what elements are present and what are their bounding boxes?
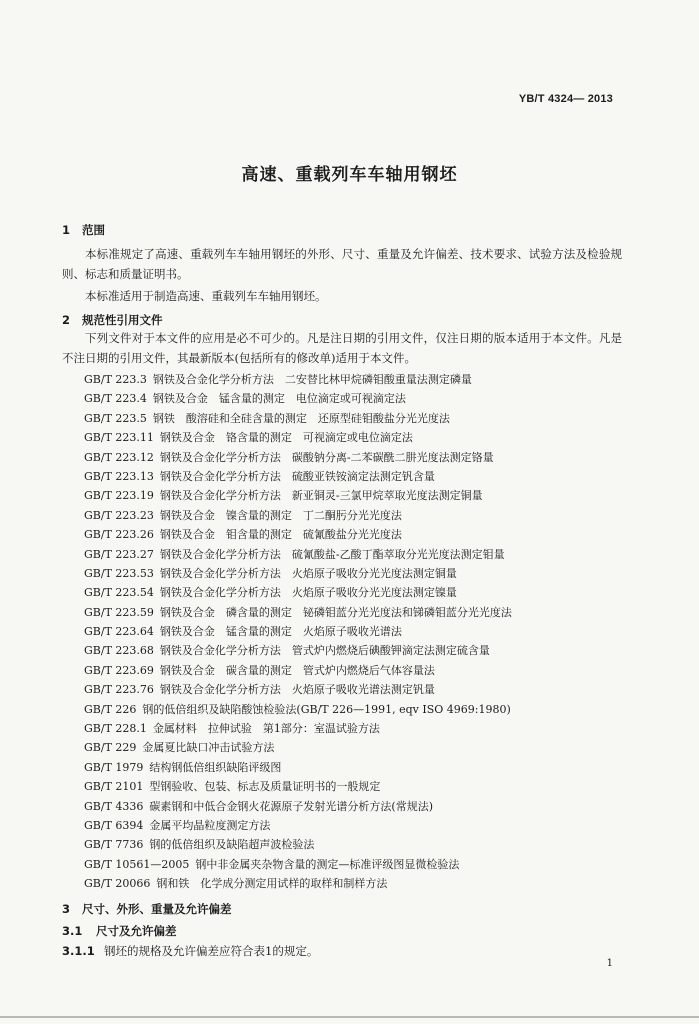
section-3-heading	[62, 901, 232, 917]
reference-title: 钢铁及合金 碳含量的测定 管式炉内燃烧后气体容量法	[159, 663, 435, 677]
subsection-number: 3.1	[62, 924, 83, 938]
reference-title: 钢和铁 化学成分测定用试样的取样和制样方法	[156, 877, 388, 891]
reference-code: GB/T 223.23	[84, 508, 154, 522]
section-2-heading	[62, 312, 163, 328]
reference-code: GB/T 223.27	[84, 547, 154, 561]
reference-code: GB/T 226	[84, 702, 137, 716]
reference-code: GB/T 228.1	[84, 722, 147, 736]
reference-code: GB/T 223.3	[84, 373, 147, 386]
references-intro: 下列文件对于本文件的应用是必不可少的。凡是注日期的引用文件，仅注日期的版本适用于本文件。凡是不注日期的引用文件，其最新版本(包括所有的修改单)适用于本文件。	[62, 331, 622, 365]
page-title: 高速、重载列车车轴用钢坯	[241, 165, 458, 185]
reference-item	[84, 641, 624, 660]
reference-title: 钢铁及合金化学分析方法 火焰原子吸收光谱法测定钒量	[159, 683, 435, 697]
reference-title: 金属平均晶粒度测定方法	[149, 818, 271, 832]
reference-title: 钢铁及合金 镍含量的测定 丁二酮肟分光光度法	[159, 508, 402, 522]
reference-item	[84, 797, 624, 816]
reference-item	[84, 370, 624, 389]
reference-item	[84, 448, 624, 467]
clause-number: 3.1.1	[62, 944, 95, 958]
reference-title: 钢铁及合金化学分析方法 火焰原子吸收分光光度法测定镍量	[159, 586, 457, 600]
section-title: 尺寸、外形、重量及允许偏差	[82, 902, 232, 916]
reference-code: GB/T 223.26	[84, 528, 154, 542]
reference-code: GB/T 7736	[84, 838, 144, 852]
reference-code: GB/T 4336	[84, 799, 144, 813]
reference-title: 钢铁及合金化学分析方法 管式炉内燃烧后碘酸钾滴定法测定硫含量	[159, 644, 490, 658]
reference-title: 钢铁及合金化学分析方法 碳酸钠分离-二苯碳酰二肼光度法测定铬量	[159, 450, 494, 464]
reference-code: GB/T 223.53	[84, 566, 154, 580]
reference-item	[84, 777, 624, 796]
reference-title: 钢铁及合金 铬含量的测定 可视滴定或电位滴定法	[159, 431, 413, 445]
reference-code: GB/T 223.4	[84, 392, 147, 406]
reference-item	[84, 603, 624, 622]
reference-item	[84, 428, 624, 447]
reference-item	[84, 486, 624, 505]
reference-title: 金属材料 拉伸试验 第1部分：室温试验方法	[152, 722, 380, 736]
subsection-3-1-heading	[62, 923, 177, 939]
reference-item	[84, 816, 624, 835]
reference-title: 钢中非金属夹杂物含量的测定—标准评级图显微检验法	[195, 857, 460, 871]
reference-item	[84, 409, 624, 428]
reference-item	[84, 738, 624, 757]
reference-code: GB/T 223.68	[84, 644, 154, 658]
reference-code: GB/T 229	[84, 741, 137, 755]
section-title: 规范性引用文件	[82, 313, 163, 327]
reference-code: GB/T 223.19	[84, 489, 154, 503]
reference-item	[84, 389, 624, 408]
reference-item	[84, 506, 624, 525]
reference-code: GB/T 223.64	[84, 625, 154, 639]
reference-title: 钢铁及合金化学分析方法 硫酸亚铁铵滴定法测定钒含量	[159, 469, 435, 483]
section-number: 2	[62, 313, 71, 327]
reference-title: 钢铁及合金 钼含量的测定 硫氰酸盐分光光度法	[159, 528, 402, 542]
standard-code: YB/T 4324— 2013	[518, 93, 613, 105]
reference-title: 型钢验收、包装、标志及质量证明书的一般规定	[149, 780, 381, 794]
subsection-title: 尺寸及允许偏差	[96, 924, 177, 938]
reference-code: GB/T 10561—2005	[84, 857, 190, 871]
reference-item	[84, 525, 624, 544]
reference-code: GB/T 2101	[84, 780, 144, 794]
reference-code: GB/T 1979	[84, 760, 144, 774]
reference-title: 钢铁及合金化学分析方法 二安替比林甲烷磷钼酸重量法测定磷量	[152, 373, 472, 386]
reference-item	[84, 719, 624, 738]
reference-item	[84, 835, 624, 854]
clause-text: 钢坯的规格及允许偏差应符合表1的规定。	[104, 944, 319, 958]
reference-code: GB/T 223.13	[84, 469, 154, 483]
reference-title: 结构钢低倍组织缺陷评级图	[149, 760, 282, 774]
page-bottom-rule	[0, 1016, 699, 1018]
reference-title: 钢铁及合金 锰含量的测定 电位滴定或可视滴定法	[152, 392, 406, 406]
reference-code: GB/T 223.59	[84, 605, 154, 619]
section-number: 3	[62, 902, 71, 916]
reference-title: 钢铁及合金 磷含量的测定 铋磷钼蓝分光光度法和锑磷钼蓝分光光度法	[159, 605, 512, 619]
reference-code: GB/T 6394	[84, 818, 144, 832]
reference-item	[84, 545, 624, 564]
reference-title: 钢铁及合金化学分析方法 新亚铜灵-三氯甲烷萃取光度法测定铜量	[159, 489, 483, 503]
reference-code: GB/T 223.12	[84, 450, 154, 464]
reference-title: 钢铁及合金化学分析方法 硫氰酸盐-乙酸丁酯萃取分光光度法测定钼量	[159, 547, 505, 561]
page-number: 1	[606, 958, 613, 969]
scope-paragraph-2: 本标准适用于制造高速、重载列车车轴用钢坯。	[85, 289, 327, 303]
reference-item	[84, 758, 624, 777]
reference-code: GB/T 223.11	[84, 431, 154, 445]
section-number: 1	[62, 223, 71, 237]
section-1-heading	[62, 222, 105, 238]
reference-item	[84, 874, 624, 893]
reference-item	[84, 583, 624, 602]
reference-code: GB/T 20066	[84, 877, 151, 891]
reference-item	[84, 467, 624, 486]
reference-title: 碳素钢和中低合金钢火花源原子发射光谱分析方法(常规法)	[149, 799, 433, 813]
reference-list	[84, 370, 624, 894]
reference-title: 钢的低倍组织及缺陷超声波检验法	[149, 838, 315, 852]
reference-item	[84, 622, 624, 641]
reference-title: 金属夏比缺口冲击试验方法	[142, 741, 275, 755]
reference-code: GB/T 223.76	[84, 683, 154, 697]
reference-code: GB/T 223.54	[84, 586, 154, 600]
section-title: 范围	[82, 223, 105, 237]
reference-item	[84, 700, 624, 719]
reference-code: GB/T 223.5	[84, 411, 147, 425]
reference-title: 钢铁及合金化学分析方法 火焰原子吸收分光光度法测定铜量	[159, 566, 457, 580]
reference-title: 钢铁 酸溶硅和全硅含量的测定 还原型硅钼酸盐分光光度法	[152, 411, 450, 425]
scope-paragraph-1: 本标准规定了高速、重载列车车轴用钢坯的外形、尺寸、重量及允许偏差、技术要求、试验方法及检验规则、标志和质量证明书。	[62, 247, 622, 281]
reference-title: 钢的低倍组织及缺陷酸蚀检验法(GB/T 226—1991, eqv ISO 4969:1980)	[142, 702, 511, 716]
reference-item	[84, 564, 624, 583]
reference-code: GB/T 223.69	[84, 663, 154, 677]
reference-title: 钢铁及合金 锰含量的测定 火焰原子吸收光谱法	[159, 625, 402, 639]
clause-3-1-1	[62, 943, 318, 959]
reference-item	[84, 680, 624, 699]
reference-item	[84, 661, 624, 680]
reference-item	[84, 855, 624, 874]
